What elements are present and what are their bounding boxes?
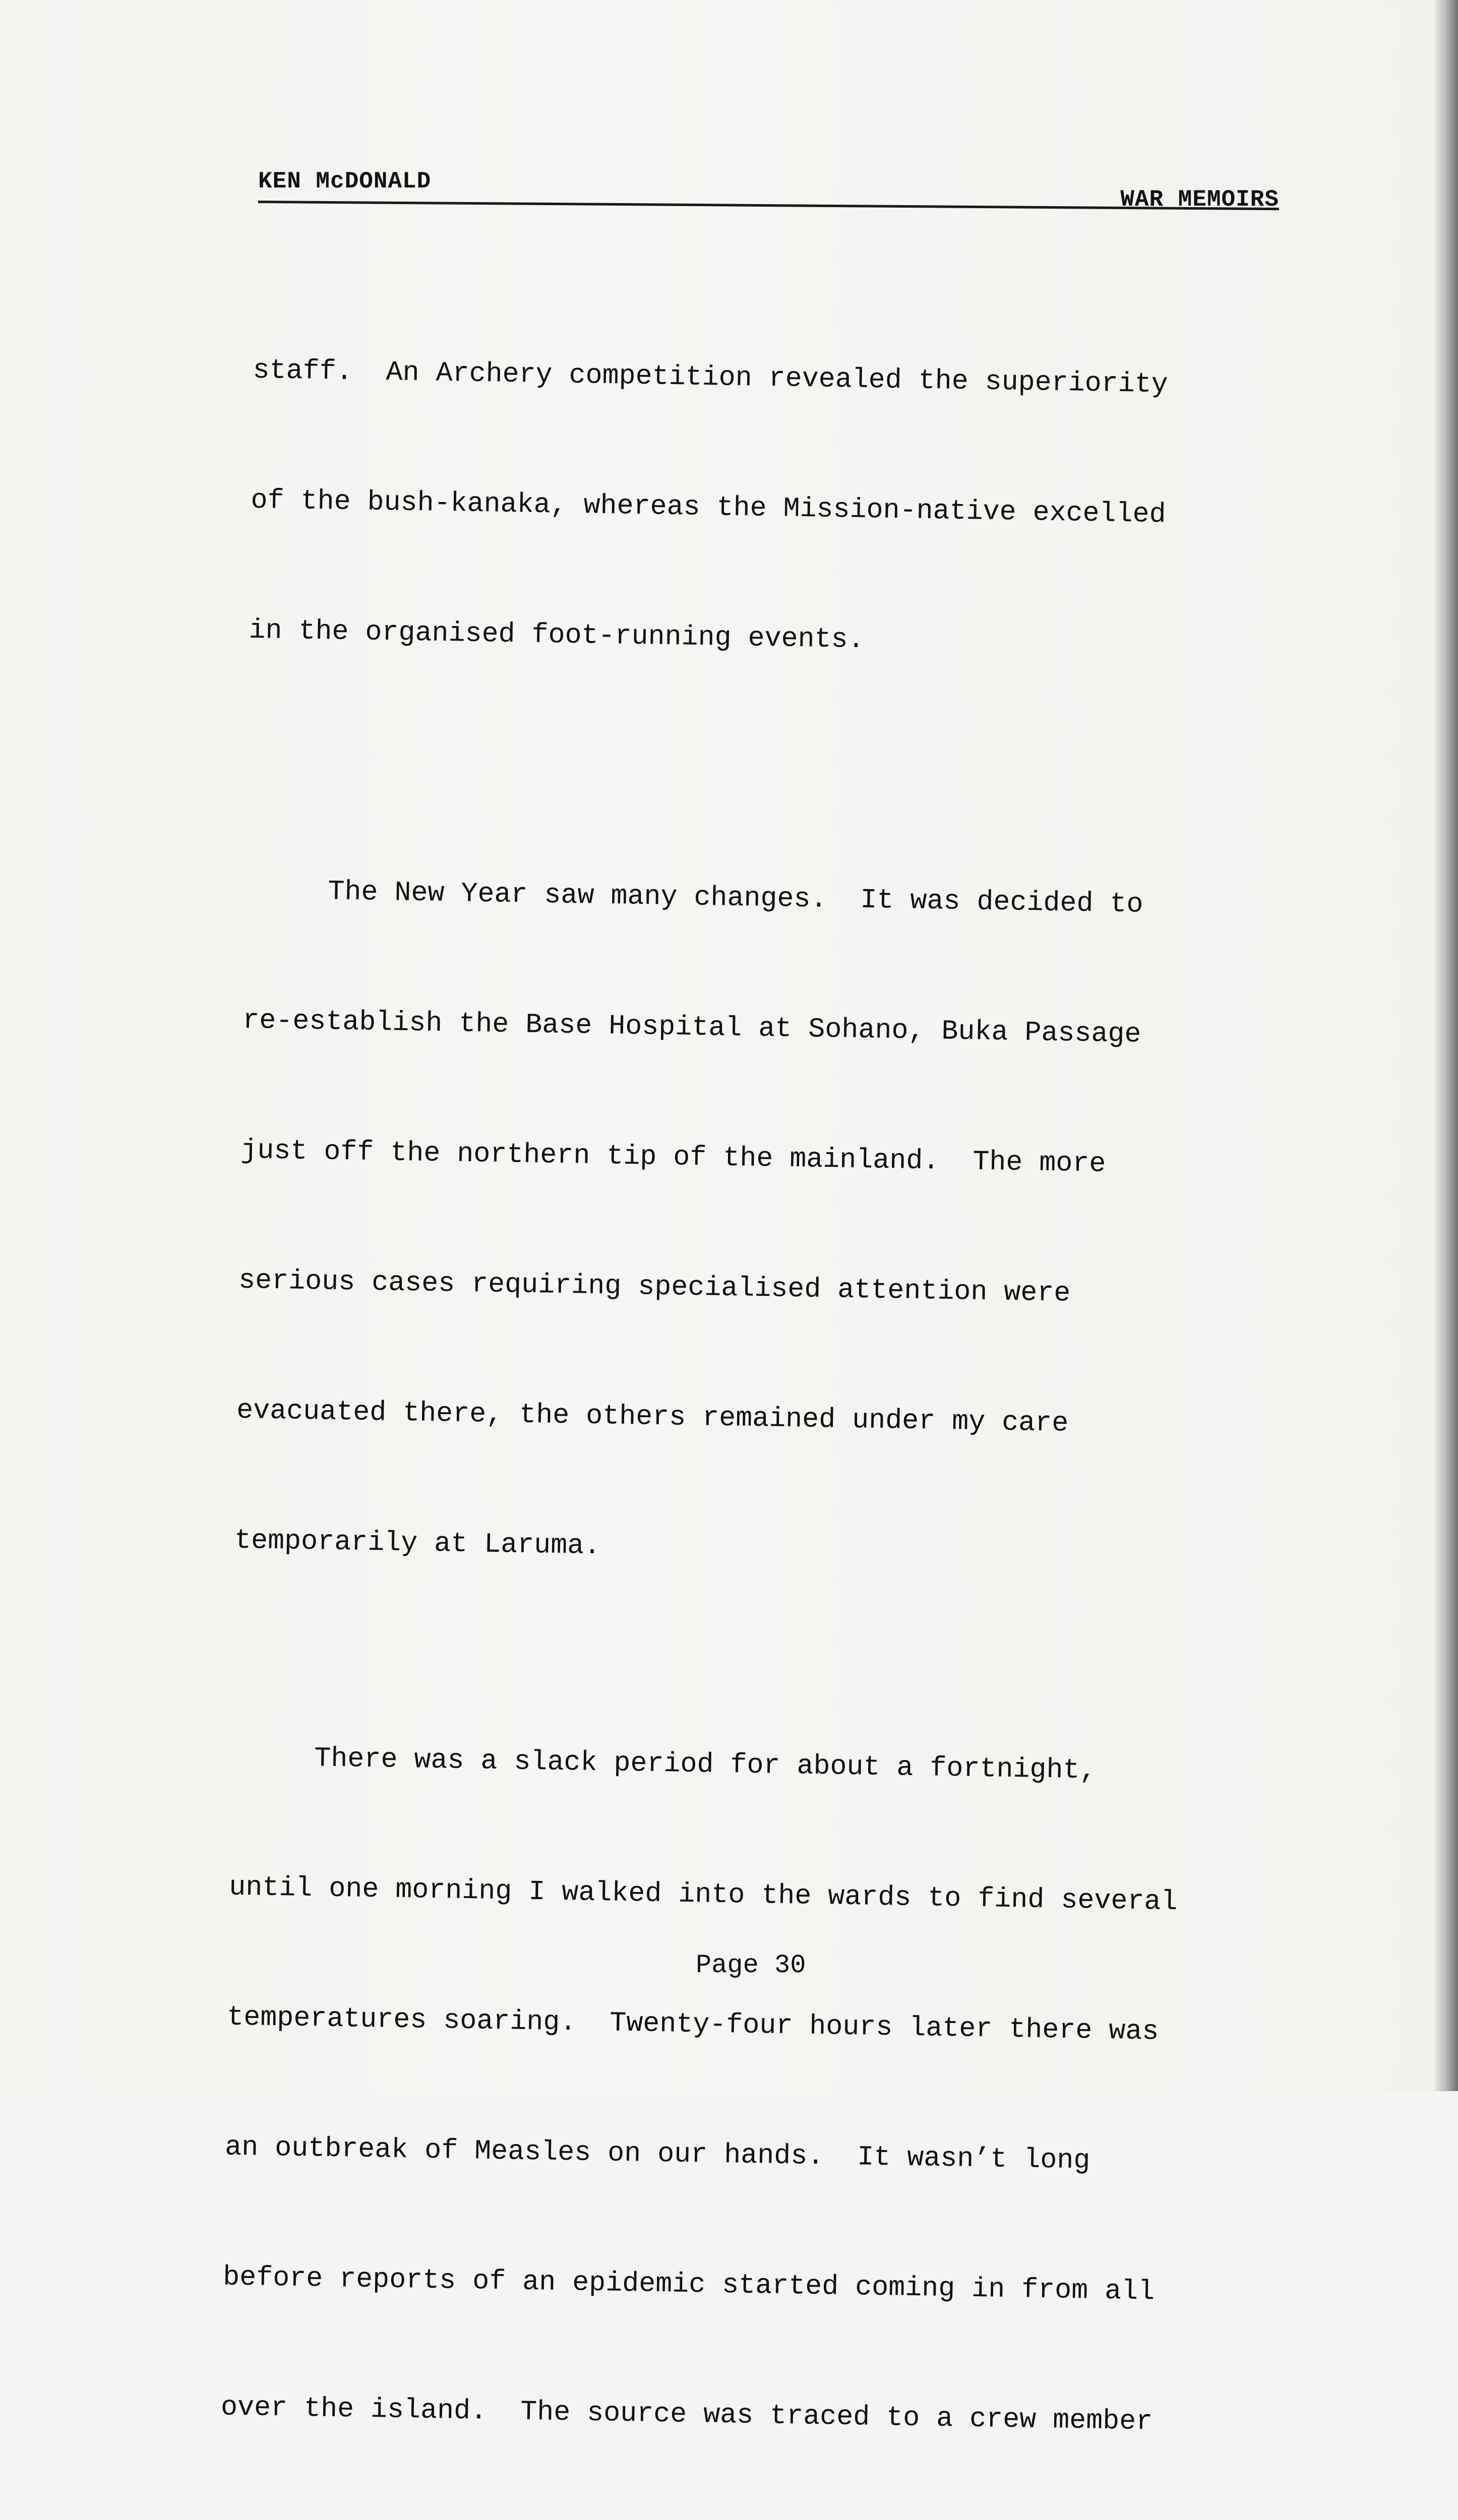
- text-line: temporarily at Laruma.: [234, 1524, 601, 1562]
- text-line: The New Year saw many changes. It was decided to: [244, 874, 1143, 920]
- running-header: [258, 161, 1279, 222]
- text-line: serious cases requiring specialised attention were: [238, 1264, 1071, 1309]
- body-text: [173, 262, 1283, 2520]
- text-line: an outbreak of Measles on our hands. It wasn’t long: [224, 2131, 1090, 2177]
- text-line: temperatures soaring. Twenty-four hours later there was: [226, 2001, 1159, 2048]
- header-title: WAR MEMOIRS: [1120, 186, 1279, 213]
- paragraph: [247, 262, 1283, 755]
- paragraph: [233, 782, 1275, 1665]
- page-number: Page 30: [696, 1950, 806, 1980]
- text-line: before reports of an epidemic started coming in from all: [222, 2261, 1155, 2308]
- paragraph: [217, 1649, 1261, 2520]
- text-line: evacuated there, the others remained under my care: [236, 1394, 1069, 1439]
- text-line: staff. An Archery competition revealed the superiority: [253, 354, 1169, 401]
- text-line: just off the northern tip of the mainland. The more: [240, 1134, 1106, 1180]
- text-line: There was a slack period for about a fortnight,: [230, 1741, 1097, 1787]
- text-line: in the organised foot-running events.: [249, 614, 865, 656]
- page-edge-shadow: [1435, 0, 1458, 2091]
- header-author: KEN McDONALD: [258, 168, 432, 195]
- text-line: re-establish the Base Hospital at Sohano, Buka Passage: [242, 1004, 1141, 1050]
- text-line: of the bush-kanaka, whereas the Mission-native excelled: [251, 484, 1167, 531]
- text-line: until one morning I walked into the wards to find several: [228, 1871, 1178, 1918]
- text-line: over the island. The source was traced to a crew member: [220, 2391, 1153, 2438]
- text-line: [218, 2515, 1247, 2520]
